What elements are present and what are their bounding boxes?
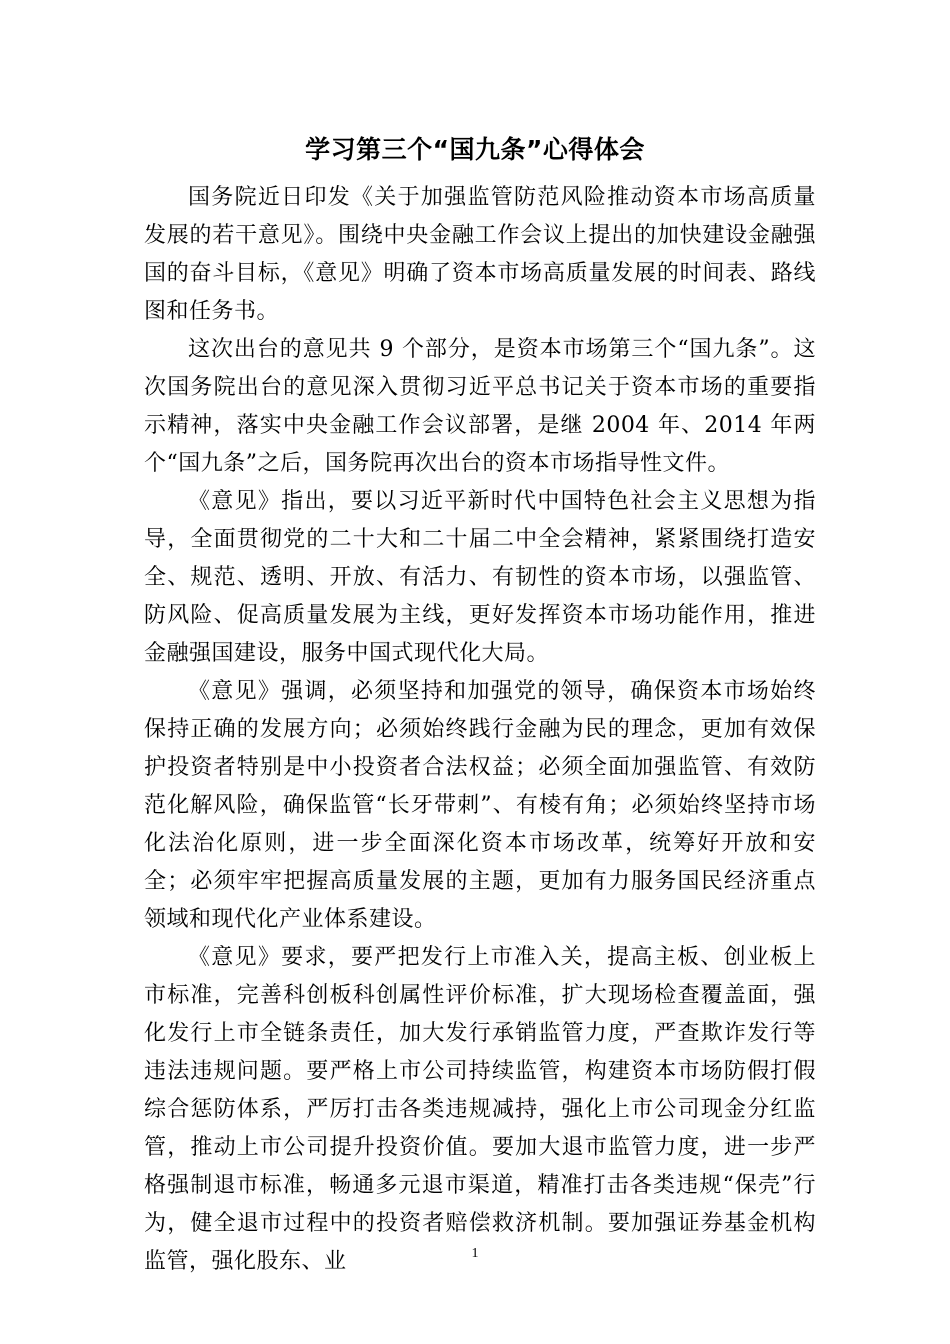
paragraph: 国务院近日印发《关于加强监管防范风险推动资本市场高质量发展的若干意见》。围绕中央金融工作会议上提出的加快建设金融强国的奋斗目标，《意见》明确了资本市场高质量发展的时间表、路线图和任务书。: [144, 185, 816, 324]
document-body: [144, 179, 816, 1281]
page-number: 1: [471, 1246, 479, 1261]
paragraph: 这次出台的意见共 9 个部分，是资本市场第三个“国九条”。这次国务院出台的意见深入贯彻习近平总书记关于资本市场的重要指示精神，落实中央金融工作会议部署，是继 2004 年、2014 年两个“国九条”之后，国务院再次出台的资本市场指导性文件。: [144, 337, 816, 476]
paragraph: 《意见》要求，要严把发行上市准入关，提高主板、创业板上市标准，完善科创板科创属性评价标准，扩大现场检查覆盖面，强化发行上市全链条责任，加大发行承销监管力度，严查欺诈发行等违法违规问题。要严格上市公司持续监管，构建资本市场防假打假综合惩防体系，严厉打击各类违规减持，强化上市公司现金分红监管，推动上市公司提升投资价值。要加大退市监管力度，进一步严格强制退市标准，畅通多元退市渠道，精准打击各类违规“保壳”行为，健全退市过程中的投资者赔偿救济机制。要加强证券基金机构监管，强化股东、业: [144, 945, 816, 1274]
paragraph: 《意见》强调，必须坚持和加强党的领导，确保资本市场始终保持正确的发展方向；必须始终践行金融为民的理念，更加有效保护投资者特别是中小投资者合法权益；必须全面加强监管、有效防范化解风险，确保监管“长牙带刺”、有棱有角；必须始终坚持市场化法治化原则，进一步全面深化资本市场改革，统筹好开放和安全；必须牢牢把握高质量发展的主题，更加有力服务国民经济重点领域和现代化产业体系建设。: [144, 679, 816, 932]
paragraph: 《意见》指出，要以习近平新时代中国特色社会主义思想为指导，全面贯彻党的二十大和二十届二中全会精神，紧紧围绕打造安全、规范、透明、开放、有活力、有韧性的资本市场，以强监管、防风险、促高质量发展为主线，更好发挥资本市场功能作用，推进金融强国建设，服务中国式现代化大局。: [144, 489, 816, 666]
document-title: 学习第三个“国九条”心得体会: [305, 135, 645, 164]
